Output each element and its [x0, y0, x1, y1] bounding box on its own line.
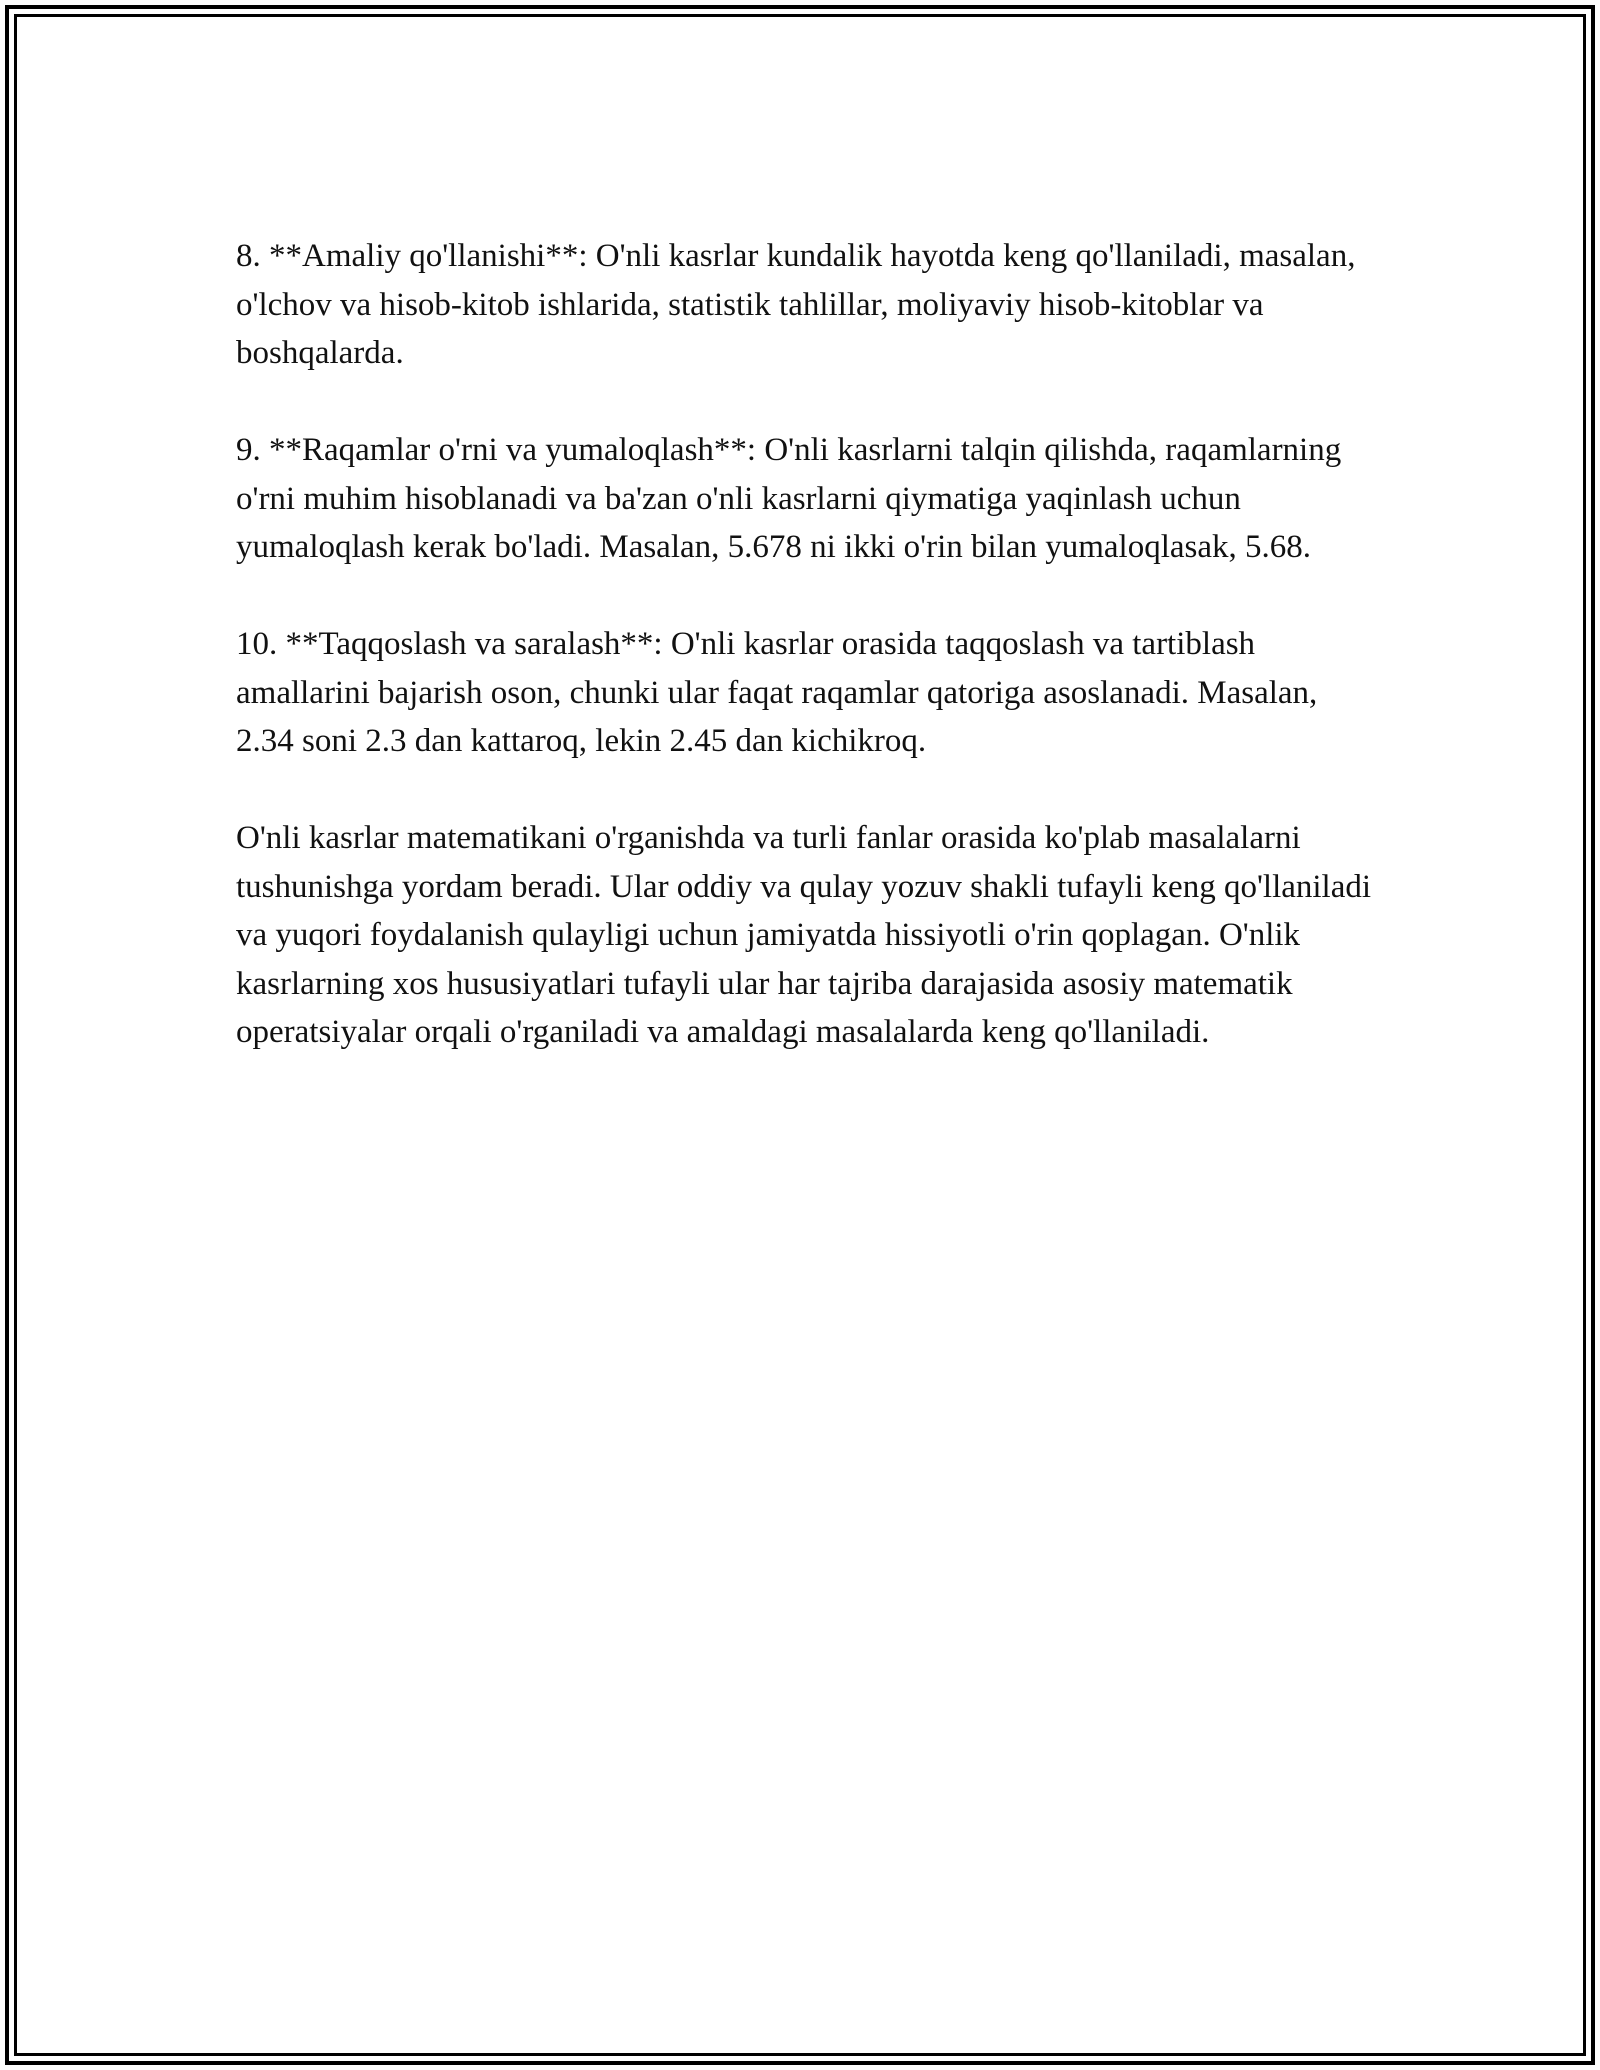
paragraph-9-digit-place-rounding: 9. **Raqamlar o'rni va yumaloqlash**: O'nli kasrlarni talqin qilishda, raqamlarning o'rni muhim hisoblanadi va ba'zan o'nli kasrlarni qiymatiga yaqinlash uchun yumaloqlash kerak bo'ladi. Masalan, 5.678 ni ikki o'rin bilan yumaloqlasak, 5.68. — [236, 432, 1342, 565]
paragraph-10-comparison-sorting: 10. **Taqqoslash va saralash**: O'nli kasrlar orasida taqqoslash va tartiblash amallarini bajarish oson, chunki ular faqat raqamlar qatoriga asoslanadi. Masalan, 2.34 soni 2.3 dan kattaroq, lekin 2.45 dan kichikroq. — [236, 626, 1318, 759]
paragraph-conclusion: O'nli kasrlar matematikani o'rganishda va turli fanlar orasida ko'plab masalalarni tushunishga yordam beradi. Ular oddiy va qulay yozuv shakli tufayli keng qo'llaniladi va yuqori foydalanish qulayligi uchun jamiyatda hissiyotli o'rin qoplagan. O'nlik kasrlarning xos hususiyatlari tufayli ular har tajriba darajasida asosiy matematik operatsiyalar orqali o'rganiladi va amaldagi masalalarda keng qo'llaniladi. — [236, 820, 1372, 1050]
document-body — [236, 232, 1376, 1105]
paragraph-8-practical-use: 8. **Amaliy qo'llanishi**: O'nli kasrlar kundalik hayotda keng qo'llaniladi, masalan, o'lchov va hisob-kitob ishlarida, statistik tahlillar, moliyaviy hisob-kitoblar va boshqalarda. — [236, 238, 1356, 371]
